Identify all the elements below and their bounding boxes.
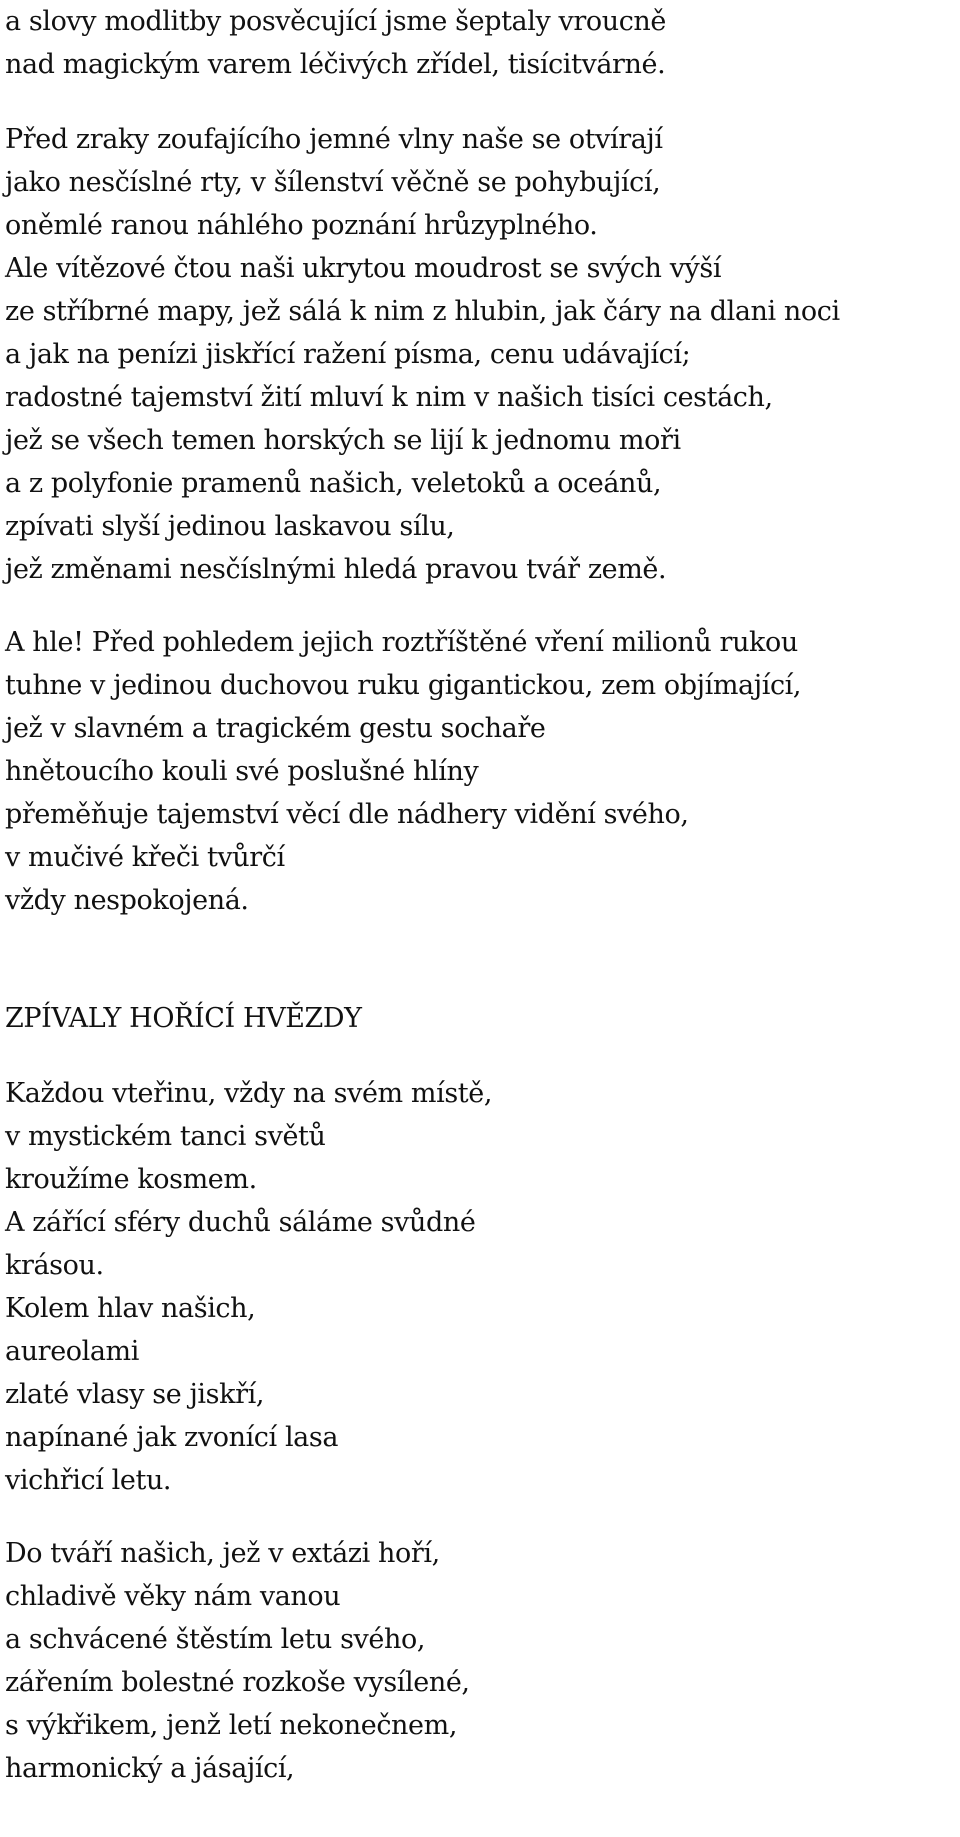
poem-line: A zářící sféry duchů sáláme svůdné — [5, 1207, 476, 1238]
poem-line: chladivě věky nám vanou — [5, 1581, 341, 1612]
poem-line: Každou vteřinu, vždy na svém místě, — [5, 1078, 493, 1109]
section-stanza-1 — [5, 1072, 956, 1502]
poem-line: Před zraky zoufajícího jemné vlny naše se otvírají — [5, 124, 663, 155]
section-title: ZPÍVALY HOŘÍCÍ HVĚZDY — [5, 1003, 362, 1034]
poem-line: krásou. — [5, 1250, 104, 1281]
poem-line: a z polyfonie pramenů našich, veletoků a oceánů, — [5, 468, 662, 499]
poem-line: kroužíme kosmem. — [5, 1164, 257, 1195]
title-gap — [5, 1040, 956, 1072]
poem-line: jež v slavném a tragickém gestu sochaře — [5, 713, 546, 744]
poem-line: zlaté vlasy se jiskří, — [5, 1379, 265, 1410]
poem-line: s výkřikem, jenž letí nekonečnem, — [5, 1710, 458, 1741]
poem-line: Ale vítězové čtou naši ukrytou moudrost se svých výší — [5, 253, 722, 284]
poem-line: jež se všech temen horských se lijí k jednomu moři — [5, 425, 681, 456]
poem-line: oněmlé ranou náhlého poznání hrůzyplného. — [5, 210, 598, 241]
stanza-3 — [5, 621, 956, 922]
section-gap — [5, 922, 956, 997]
poem-line: a slovy modlitby posvěcující jsme šeptaly vroucně — [5, 6, 667, 37]
poem-line: vždy nespokojená. — [5, 885, 249, 916]
stanza-1 — [5, 0, 956, 86]
poem-line: ze stříbrné mapy, jež sálá k nim z hlubin, jak čáry na dlani noci — [5, 296, 840, 327]
poem-line: jako nesčíslné rty, v šílenství věčně se pohybující, — [5, 167, 661, 198]
poem-line: zářením bolestné rozkoše vysílené, — [5, 1667, 470, 1698]
poem-line: hnětoucího kouli své poslušné hlíny — [5, 756, 479, 787]
stanza-gap — [5, 1502, 956, 1532]
section-stanza-2 — [5, 1532, 956, 1790]
poem-line: v mystickém tanci světů — [5, 1121, 326, 1152]
poem-line: radostné tajemství žití mluví k nim v našich tisíci cestách, — [5, 382, 773, 413]
poem-line: vichřicí letu. — [5, 1465, 172, 1496]
poem-line: napínané jak zvonící lasa — [5, 1422, 339, 1453]
stanza-gap — [5, 591, 956, 621]
poem-line: zpívati slyší jedinou laskavou sílu, — [5, 511, 455, 542]
poem-line: aureolami — [5, 1336, 139, 1367]
poem-line: v mučivé křeči tvůrčí — [5, 842, 285, 873]
poem-line: tuhne v jedinou duchovou ruku gigantickou, zem objímající, — [5, 670, 802, 701]
stanza-2 — [5, 118, 956, 591]
poem-line: Kolem hlav našich, — [5, 1293, 256, 1324]
poem-line: přeměňuje tajemství věcí dle nádhery vidění svého, — [5, 799, 689, 830]
poem-line: harmonický a jásající, — [5, 1753, 295, 1784]
poem-line: Do tváří našich, jež v extázi hoří, — [5, 1538, 440, 1569]
poem-line: A hle! Před pohledem jejich roztříštěné vření milionů rukou — [5, 627, 798, 658]
poem-line: a jak na penízi jiskřící ražení písma, cenu udávající; — [5, 339, 691, 370]
poem-line: jež změnami nesčíslnými hledá pravou tvář země. — [5, 554, 667, 585]
stanza-gap — [5, 86, 956, 118]
poem-line: nad magickým varem léčivých zřídel, tisícitvárné. — [5, 49, 666, 80]
poem-line: a schvácené štěstím letu svého, — [5, 1624, 426, 1655]
